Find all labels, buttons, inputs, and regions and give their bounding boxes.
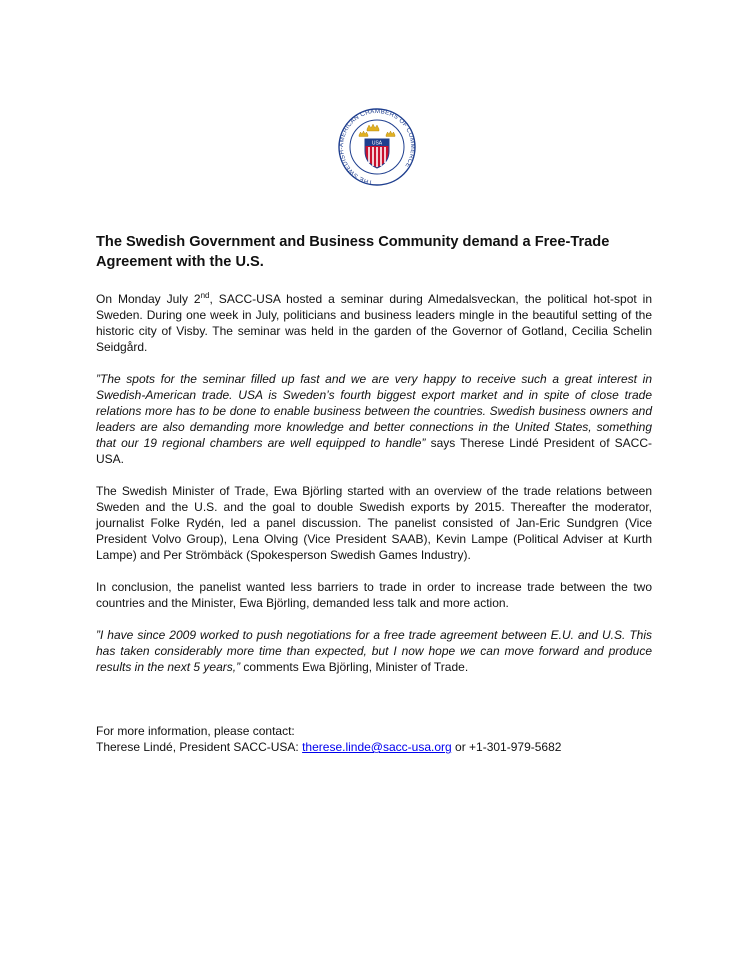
paragraph-panel: The Swedish Minister of Trade, Ewa Björling started with an overview of the trade relations between Sweden and the U.S. and the goal to double Swedish exports by 2015. Thereafter the moderator, journalist Folke Rydén, led a panel discussion. The panelist consisted of Jan-Eric Sundgren (Vice President Volvo Group), Lena Olving (Vice President SAAB), Kevin Lampe (Political Adviser at Kurth Lampe) and Per Strömbäck (Spokesperson Swedish Games Industry). bbox=[96, 484, 652, 562]
swedish-american-chambers-seal-icon bbox=[337, 103, 417, 193]
contact-line: Therese Lindé, President SACC-USA: therese.linde@sacc-usa.org or +1-301-979-5682 bbox=[96, 740, 562, 754]
press-release bbox=[96, 233, 652, 755]
quote-björling: ”I have since 2009 worked to push negotiations for a free trade agreement between E.U. and U.S. This has taken considerably more time than expected, but I now hope we can move forward and produce results in the next 5 years,” comments Ewa Björling, Minister of Trade. bbox=[96, 628, 652, 674]
contact-block bbox=[96, 723, 652, 755]
chamber-seal-logo bbox=[337, 103, 417, 193]
contact-heading: For more information, please contact: bbox=[96, 724, 295, 738]
paragraph-seminar: On Monday July 2nd, SACC-USA hosted a seminar during Almedalsveckan, the political hot-spot in Sweden. During one week in July, politicians and business leaders mingle in the beautiful setting of the historic city of Visby. The seminar was held in the garden of the Governor of Gotland, Cecilia Schelin Seidgård. bbox=[96, 291, 652, 354]
paragraph-conclusion: In conclusion, the panelist wanted less barriers to trade in order to increase trade between the two countries and the Minister, Ewa Björling, demanded less talk and more action. bbox=[96, 580, 652, 610]
seal-ring-text: THE SWEDISH-AMERICAN CHAMBERS OF COMMERCE bbox=[337, 107, 417, 186]
email-link[interactable]: therese.linde@sacc-usa.org bbox=[302, 740, 452, 754]
quote-lindé: ”The spots for the seminar filled up fast and we are very happy to receive such a great interest in Swedish-American trade. USA is Sweden’s fourth biggest export market and in spite of close trade relations more has to be done to enable business between the countries. Swedish business owners and leaders are also demanding more knowledge and better connections in the United States, something that our 19 regional chambers are well equipped to handle” says Therese Lindé President of SACC-USA. bbox=[96, 372, 652, 466]
seal-badge-text: USA bbox=[371, 140, 383, 147]
page-title: The Swedish Government and Business Community demand a Free-Trade Agreement with the U.S. bbox=[96, 234, 610, 270]
